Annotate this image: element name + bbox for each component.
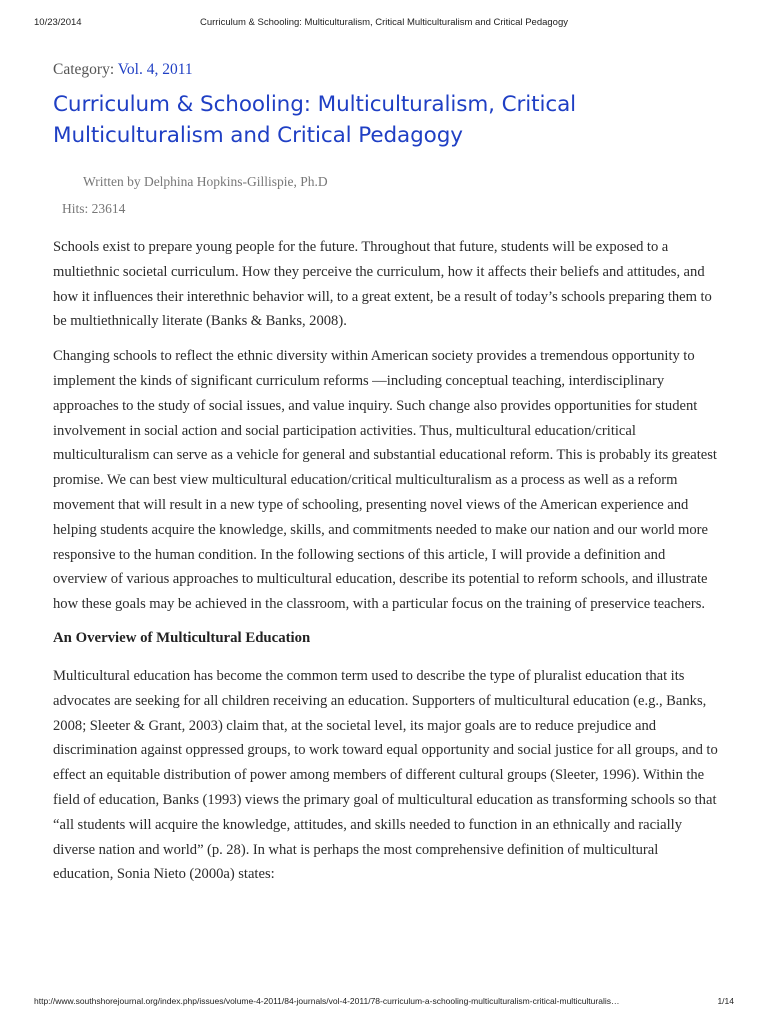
print-url: http://www.southshorejournal.org/index.php/issues/volume-4-2011/84-journals/vol-4-2011/78-curriculum-a-schooling-multiculturalism-critical-multiculturalis…: [34, 996, 620, 1006]
article-meta: [53, 168, 719, 222]
paragraph-intro: Schools exist to prepare young people for the future. Throughout that future, students will be exposed to a multiethnic societal curriculum. How they perceive the curriculum, how it affects their beliefs and attitudes, and how it influences their interethnic behavior will, to a great extent, be a result of today’s schools preparing them to be multiethnically literate (Banks & Banks, 2008).: [53, 239, 712, 330]
paragraph-reform: Changing schools to reflect the ethnic diversity within American society provides a tremendous opportunity to implement the kinds of significant curriculum reforms —including conceptual teaching, interdisciplinary approaches to the study of social issues, and value inquiry. Such change also provides opportunities for student involvement in social action and social participation activities. Thus, multicultural education/critical multiculturalism can serve as a vehicle for general and substantial educational reform. This is probably its greatest promise. We can best view multicultural education/critical multiculturalism as a process as well as a reform movement that will result in a new type of schooling, presenting novel views of the American experience and helping students acquire the knowledge, skills, and commitments needed to make our nation and our world more responsive to the human condition. In the following sections of this article, I will provide a definition and overview of various approaches to multicultural education, describe its potential to reform schools, and illustrate how these goals may be achieved in the classroom, with a particular focus on the training of preservice teachers.: [53, 348, 717, 613]
category-label: Category:: [53, 61, 118, 78]
print-doc-title: Curriculum & Schooling: Multiculturalism, Critical Multiculturalism and Critical Pedagogy: [200, 17, 568, 28]
category-line: [53, 59, 719, 81]
paragraph-overview: Multicultural education has become the common term used to describe the type of pluralist education that its advocates are seeking for all children receiving an education. Supporters of multicultural education (e.g., Banks, 2008; Sleeter & Grant, 2003) claim that, at the societal level, its major goals are to reduce prejudice and discrimination against oppressed groups, to work toward equal opportunity and social justice for all groups, and to effect an equitable distribution of power among members of different cultural groups (Sleeter, 1996). Within the field of education, Banks (1993) views the primary goal of multicultural education as transforming schools so that “all students will acquire the knowledge, attitudes, and skills needed to function in an ethnically and racially diverse nation and world” (p. 28). In what is perhaps the most comprehensive definition of multicultural education, Sonia Nieto (2000a) states:: [53, 667, 718, 883]
print-header: [34, 17, 734, 31]
article-title: Curriculum & Schooling: Multiculturalism, Critical Multiculturalism and Critical Pedagogy: [53, 92, 577, 148]
print-page-number: 1/14: [717, 996, 734, 1006]
section-heading: An Overview of Multicultural Education: [53, 629, 311, 646]
article: [53, 59, 719, 897]
article-author: Written by Delphina Hopkins-Gillispie, Ph.D: [83, 174, 328, 189]
print-date: 10/23/2014: [34, 17, 82, 28]
article-hits: Hits: 23614: [62, 201, 126, 216]
print-footer: [34, 996, 734, 1010]
category-link[interactable]: Vol. 4, 2011: [117, 61, 193, 78]
